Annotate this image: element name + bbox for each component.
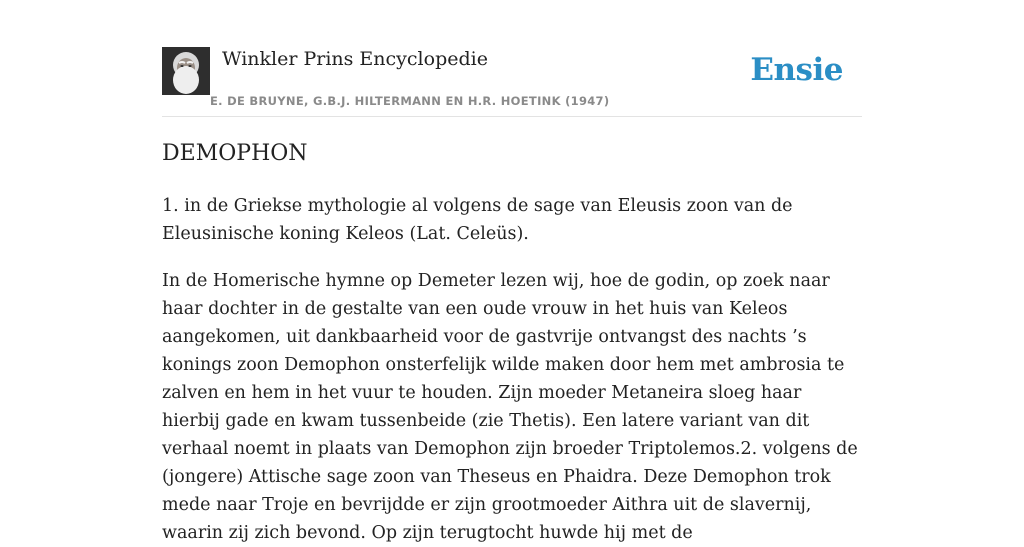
entry-title: DEMOPHON [162,141,308,166]
entry-paragraph-1: 1. in de Griekse mythologie al volgens de sage van Eleusis zoon van de Eleusinische koning Keleos (Lat. Celeüs). [162,196,793,244]
source-header [162,44,862,117]
entry-paragraph-2: In de Homerische hymne op Demeter lezen wij, hoe de godin, op zoek naar haar dochter in de gestalte van een oude vrouw in het huis van Keleos aangekomen, uit dankbaarheid voor de gastvrije ontvangst des nachts ’s konings zoon Demophon onsterfelijk wilde maken door hem met ambrosia te zalven en hem in het vuur te houden. Zijn moeder Metaneira sloeg haar hierbij gade en kwam tussenbeide (zie Thetis). Een latere variant van dit verhaal noemt in plaats van Demophon zijn broeder Triptolemos.2. volgens de (jongere) Attische sage zoon van Theseus en Phaidra. Deze Demophon trok mede naar Troje en bevrijdde er zijn grootmoeder Aithra uit de slavernij, waarin zij zich bevond. Op zijn terugtocht huwde hij met de [162,271,858,543]
ensie-logo[interactable]: Ensie [750,52,843,88]
author-avatar[interactable] [162,47,210,95]
source-title[interactable]: Winkler Prins Encyclopedie [222,48,488,70]
source-authors: E. DE BRUYNE, G.B.J. HILTERMANN EN H.R. HOETINK (1947) [210,94,610,108]
portrait-icon [162,47,210,95]
entry-content [162,136,862,547]
